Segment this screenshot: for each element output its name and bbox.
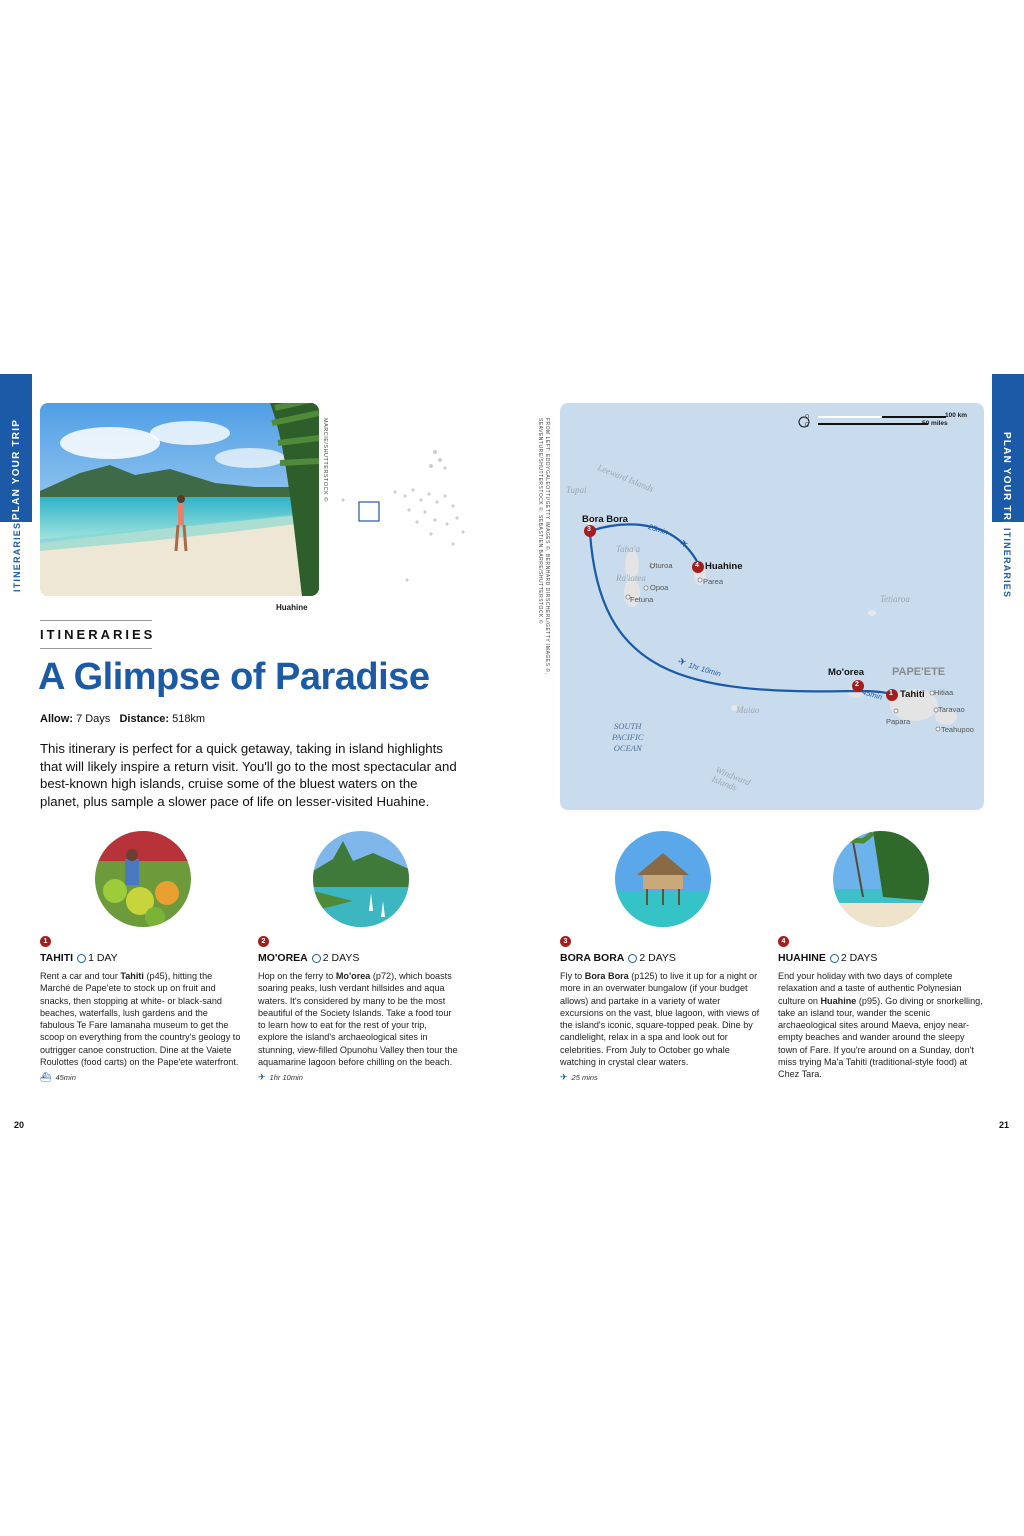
- stop-2-days: 2 DAYS: [322, 952, 360, 964]
- intro-paragraph: This itinerary is perfect for a quick getaway, taking in island highlights that will likely inspire a return visit. You'll go to the most spectacular and best-known high islands, cruise some of the bluest waters on the planet, plus sample a slower pace of life on lesser-visited Huahine.: [40, 741, 457, 809]
- stop-1-name: TAHITI: [40, 952, 74, 964]
- label-uturoa: Uturoa: [650, 561, 673, 570]
- stop-3-name: BORA BORA: [560, 952, 625, 964]
- label-teahupoo: Teahupoo: [941, 725, 974, 734]
- label-fetuna: Fetuna: [630, 595, 654, 604]
- plane-icon: ✈: [680, 539, 689, 550]
- scale-zero-miles: 0: [805, 420, 810, 429]
- stop-4-days: 2 DAYS: [840, 952, 878, 964]
- tahiti-market-photo: [95, 831, 191, 927]
- locator-box: [359, 502, 379, 521]
- marker-4: 4: [695, 562, 699, 569]
- route-map: [560, 403, 984, 810]
- bora-bora-bungalow-photo: [615, 831, 711, 927]
- marker-1: 1: [889, 690, 893, 697]
- scale-zero-km: 0: [805, 412, 810, 421]
- route-label-25min: 25min: [647, 522, 670, 537]
- label-huahine: Huahine: [705, 561, 743, 572]
- distance-value: 518km: [172, 713, 206, 725]
- label-hitiaa: Hitiaa: [934, 688, 954, 697]
- stop-1: [40, 930, 242, 1083]
- left-side-tab-label: PLAN YOUR TRIP: [11, 418, 22, 520]
- stop-1-number: 1: [40, 936, 51, 947]
- stop-3-travel: ✈ 25 mins: [560, 1072, 598, 1083]
- allow-label: Allow:: [40, 713, 73, 725]
- stop-2-name: MO'OREA: [258, 952, 308, 964]
- plane-icon: ✈: [678, 657, 687, 668]
- route-label-1hr-10min: 1hr 10min: [687, 660, 722, 679]
- clock-icon: [77, 954, 86, 963]
- page-number-right: 21: [999, 1120, 1010, 1130]
- plane-icon: ✈: [560, 1072, 568, 1083]
- stop-1-days: 1 DAY: [88, 952, 118, 964]
- stop-4-body: End your holiday with two days of complete relaxation and a taste of authentic Polynesian culture on Huahine (p95). Go diving or snorkelling, take an island tour, wander the scenic archaeological sites around Maeva, enjoy near-empty beaches and wander around the sleepy town of Fare. If you're around on a Sunday, don't miss trying Ma'a Tahiti (traditional-style food) at Chez Tara.: [778, 971, 983, 1080]
- label-taravao: Taravao: [938, 705, 965, 714]
- page-title: A Glimpse of Paradise: [38, 656, 430, 698]
- stop-3-number: 3: [560, 936, 571, 947]
- stop-1-body: Rent a car and tour Tahiti (p45), hitting the Marché de Pape'ete to stock up on fruit and snacks, then stopping at white- or black-sand beaches, waterfalls, lush gardens and the fabulous Te Fare Iamanaha museum to get the scoop on everything from the country's geology to outrigger canoe construction. Dine at the Vaiete Roulottes (food carts) on the Pape'ete waterfront.: [40, 971, 241, 1068]
- marker-2: 2: [855, 681, 859, 688]
- plane-icon: ✈: [258, 1072, 266, 1083]
- label-windward-islands: Windward Islands: [710, 764, 752, 793]
- route-label-45min: 45min: [861, 687, 884, 702]
- label-papeete: PAPE'ETE: [892, 666, 946, 678]
- label-tahaa: Taha'a: [616, 544, 641, 554]
- label-papara: Papara: [886, 717, 911, 726]
- stop-3: [560, 930, 760, 1083]
- clock-icon: [628, 954, 637, 963]
- page-number-left: 20: [14, 1120, 25, 1130]
- section-kicker: ITINERARIES: [40, 627, 156, 642]
- stop-2-travel: ✈ 1hr 10min: [258, 1072, 303, 1083]
- label-opoa: Opoa: [650, 583, 669, 592]
- huahine-beach-circle-photo: [833, 831, 929, 927]
- label-moorea: Mo'orea: [828, 667, 865, 678]
- huahine-beach-photo: [40, 403, 319, 596]
- label-maiao: Maiao: [736, 705, 760, 715]
- label-tahiti: Tahiti: [900, 689, 925, 700]
- ferry-icon: ⛴: [40, 1072, 52, 1083]
- left-side-sub-label: ITINERARIES: [12, 521, 22, 592]
- photo-caption: Huahine: [276, 603, 308, 612]
- label-tupai: Tupai: [566, 485, 587, 495]
- kicker-rule-bottom: [40, 648, 152, 649]
- right-side-tab-label: PLAN YOUR TRIP: [1001, 432, 1012, 534]
- stop-3-body: Fly to Bora Bora (p125) to live it up for a night or more in an overwater bungalow (if your budget allows) and partake in a variety of water excursions on the vast, blue lagoon, with views of the island's iconic, square-topped peak. Dine by candlelight, relax in a spa and look out for celebrities. From July to October go whale watching in crystal clear waters.: [560, 971, 760, 1068]
- kicker-rule-top: [40, 620, 152, 621]
- moorea-bay-photo: [313, 831, 409, 927]
- stop-2: [258, 930, 458, 1083]
- trip-meta: [40, 713, 205, 725]
- locator-map: [335, 440, 475, 590]
- stop-4: [778, 930, 984, 1081]
- label-bora-bora: Bora Bora: [582, 514, 628, 525]
- stop-3-days: 2 DAYS: [639, 952, 676, 964]
- image-credits: FROM LEFT: EDDYGALEOTTI/GETTY IMAGES ©, BERNHARD DIRSCHERL/GETTY IMAGES ©, SEAVENTURE/SHUTTERSTOCK ©, SEBASTIEN BARRE/SHUTTERSTOCK ©: [537, 418, 550, 675]
- label-parea: Parea: [703, 577, 724, 586]
- stop-4-name: HUAHINE: [778, 952, 826, 964]
- stop-2-number: 2: [258, 936, 269, 947]
- allow-value: 7 Days: [76, 713, 111, 725]
- clock-icon: [830, 954, 839, 963]
- scale-km: 100 km: [945, 412, 968, 419]
- marker-3: 3: [587, 526, 591, 533]
- right-side-sub-label: ITINERARIES: [1002, 528, 1012, 599]
- label-leeward-islands: Leeward Islands: [596, 462, 656, 494]
- label-raiatea: Ra'iatea: [616, 573, 646, 583]
- distance-label: Distance:: [119, 713, 170, 725]
- label-south-pacific-ocean: SOUTH PACIFIC OCEAN: [612, 721, 644, 753]
- stop-1-travel: ⛴ 45min: [40, 1072, 76, 1083]
- label-tetiaroa: Tetiaroa: [880, 594, 910, 604]
- clock-icon: [312, 954, 321, 963]
- stop-2-body: Hop on the ferry to Mo'orea (p72), which boasts soaring peaks, lush verdant hillsides and aqua waters. It's considered by many to be the most beautiful of the Society Islands. Take a food tour to learn how to eat for the rest of your trip, explore the island's archaeological sites in stunning, view-filled Opunohu Valley then tour the aquamarine lagoon before chilling on the beach.: [258, 971, 458, 1068]
- stop-4-number: 4: [778, 936, 789, 947]
- scale-miles: 50 miles: [922, 420, 948, 427]
- photo-credit: MARCIE/SHUTTERSTOCK ©: [322, 418, 328, 502]
